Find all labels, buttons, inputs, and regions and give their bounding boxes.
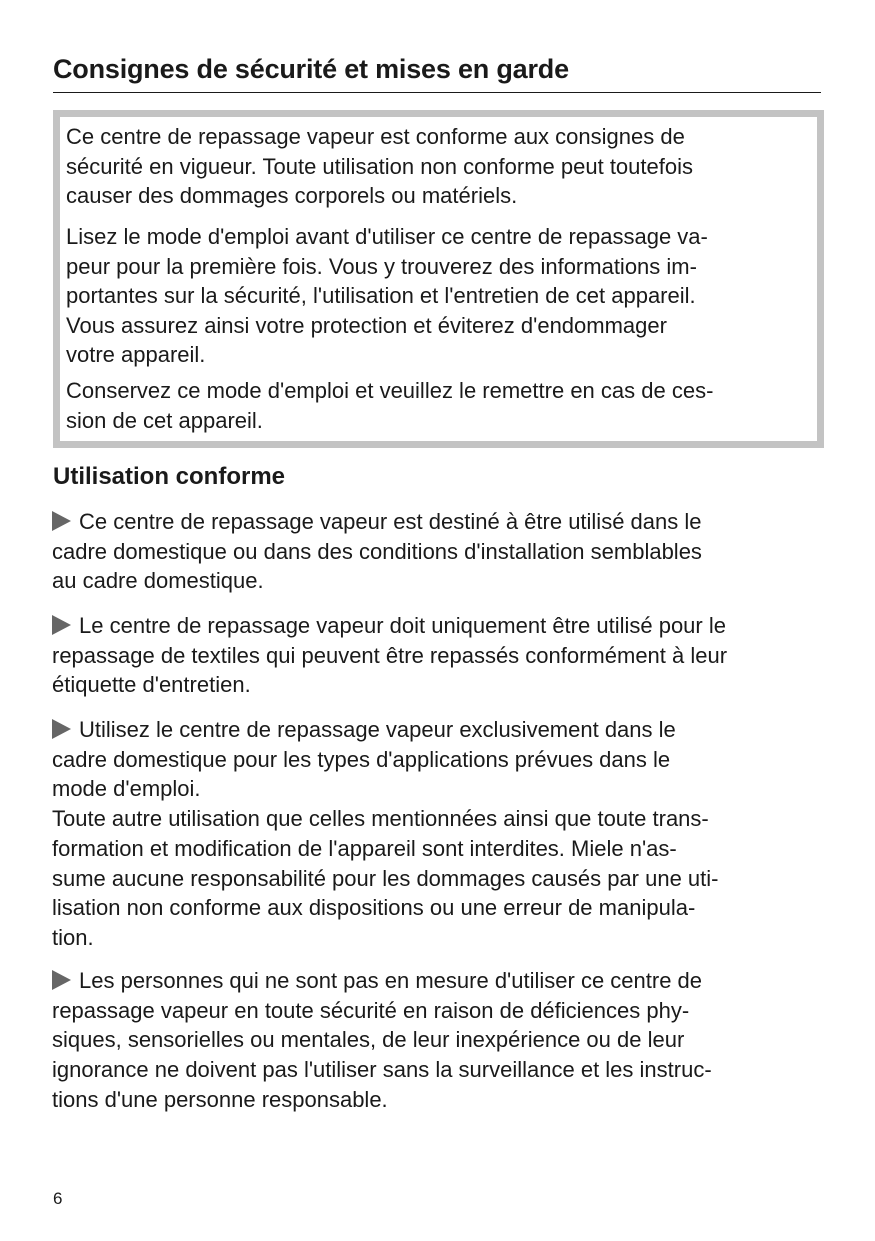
- bullet-paragraph-1: [52, 507, 702, 596]
- bullet-line: ignorance ne doivent pas l'utiliser sans la surveillance et les instruc-: [52, 1057, 712, 1083]
- bullet-line: étiquette d'entretien.: [52, 672, 251, 698]
- bullet-line: tions d'une personne responsable.: [52, 1086, 388, 1112]
- title-divider: [53, 92, 821, 93]
- notice-line: peur pour la première fois. Vous y trouverez des informations im-: [66, 253, 697, 279]
- section-heading: Utilisation conforme: [53, 463, 286, 490]
- bullet-line: mode d'emploi.: [52, 776, 201, 802]
- triangle-arrow-icon: [52, 615, 71, 635]
- bullet-line: Ce centre de repassage vapeur est destiné à être utilisé dans le: [79, 509, 702, 534]
- notice-paragraph-2: [66, 222, 708, 370]
- bullet-line: formation et modification de l'appareil sont interdites. Miele n'as-: [52, 835, 677, 861]
- bullet-line: tion.: [52, 924, 94, 950]
- bullet-line: repassage de textiles qui peuvent être repassés conformément à leur: [52, 642, 728, 668]
- bullet-line: Toute autre utilisation que celles mentionnées ainsi que toute trans-: [52, 806, 709, 832]
- page-title: Consignes de sécurité et mises en garde: [53, 54, 569, 84]
- notice-line: sion de cet appareil.: [66, 407, 263, 433]
- notice-line: Ce centre de repassage vapeur est conforme aux consignes de: [66, 124, 685, 149]
- bullet-paragraph-2: [52, 611, 727, 700]
- bullet-line: cadre domestique ou dans des conditions d'installation semblables: [52, 538, 702, 564]
- bullet-line: Les personnes qui ne sont pas en mesure d'utiliser ce centre de: [79, 968, 703, 993]
- notice-line: causer des dommages corporels ou matériels.: [66, 183, 518, 208]
- bullet-line: lisation non conforme aux dispositions ou une erreur de manipula-: [52, 895, 696, 921]
- bullet-line: sume aucune responsabilité pour les dommages causés par une uti-: [52, 865, 719, 891]
- notice-paragraph-3: [66, 376, 713, 435]
- bullet-line: siques, sensorielles ou mentales, de leur inexpérience ou de leur: [52, 1027, 685, 1053]
- bullet-line: repassage vapeur en toute sécurité en raison de déficiences phy-: [52, 997, 690, 1023]
- page-number: 6: [53, 1189, 63, 1208]
- notice-line: votre appareil.: [66, 342, 206, 367]
- bullet-line: Le centre de repassage vapeur doit uniquement être utilisé pour le: [79, 613, 726, 638]
- notice-line: Conservez ce mode d'emploi et veuillez le remettre en cas de ces-: [66, 378, 714, 403]
- bullet-paragraph-4: [52, 966, 712, 1115]
- notice-paragraph-1: [66, 122, 693, 211]
- notice-line: Vous assurez ainsi votre protection et éviterez d'endommager: [66, 312, 667, 338]
- notice-line: Lisez le mode d'emploi avant d'utiliser ce centre de repassage va-: [66, 224, 708, 249]
- bullet-line: Utilisez le centre de repassage vapeur exclusivement dans le: [79, 717, 676, 742]
- bullet-paragraph-3: [52, 715, 719, 953]
- bullet-line: au cadre domestique.: [52, 568, 264, 594]
- triangle-arrow-icon: [52, 970, 71, 990]
- bullet-line: cadre domestique pour les types d'applications prévues dans le: [52, 746, 671, 772]
- triangle-arrow-icon: [52, 719, 71, 739]
- notice-line: portantes sur la sécurité, l'utilisation et l'entretien de cet appareil.: [66, 283, 696, 308]
- notice-line: sécurité en vigueur. Toute utilisation non conforme peut toutefois: [66, 153, 693, 179]
- triangle-arrow-icon: [52, 511, 71, 531]
